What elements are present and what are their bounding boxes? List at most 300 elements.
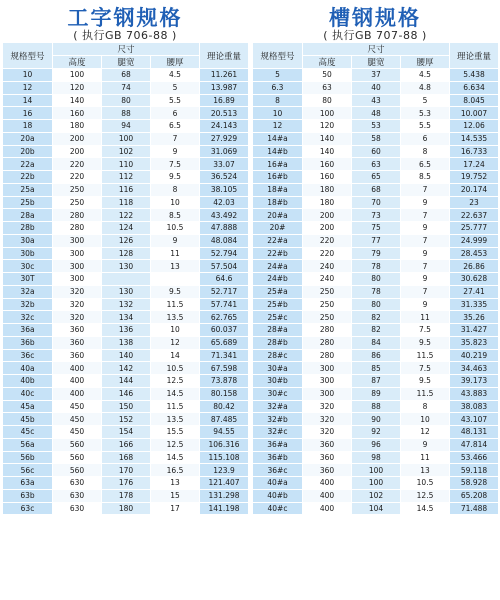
table-row — [253, 502, 499, 515]
cell-height: 320 — [53, 298, 102, 311]
cell-height: 300 — [53, 260, 102, 273]
cell-waist-thickness: 17 — [151, 502, 200, 515]
table-row — [3, 311, 249, 324]
cell-height: 220 — [53, 158, 102, 171]
cell-waist-thickness: 5 — [401, 94, 450, 107]
cell-height: 63 — [303, 81, 352, 94]
cell-height: 180 — [303, 196, 352, 209]
cell-height: 320 — [303, 400, 352, 413]
cell-model: 16#a — [253, 158, 303, 171]
cell-waist-thickness: 9 — [401, 273, 450, 286]
cell-leg-width: 166 — [102, 438, 151, 451]
cell-waist-thickness: 12.5 — [151, 438, 200, 451]
cell-leg-width: 128 — [102, 247, 151, 260]
cell-weight: 24.143 — [200, 120, 249, 133]
cell-leg-width: 144 — [102, 375, 151, 388]
table-row — [3, 489, 249, 502]
cell-weight: 31.335 — [450, 298, 499, 311]
cell-weight: 33.07 — [200, 158, 249, 171]
cell-height: 200 — [53, 132, 102, 145]
cell-waist-thickness: 11.5 — [401, 387, 450, 400]
cell-leg-width: 88 — [352, 400, 401, 413]
table-row — [3, 69, 249, 82]
cell-height: 140 — [303, 145, 352, 158]
cell-leg-width: 130 — [102, 260, 151, 273]
cell-weight: 35.26 — [450, 311, 499, 324]
table-row — [3, 375, 249, 388]
cell-waist-thickness: 7 — [401, 285, 450, 298]
table-row — [3, 145, 249, 158]
cell-height: 400 — [53, 387, 102, 400]
cell-leg-width: 77 — [352, 234, 401, 247]
cell-model: 22#a — [253, 234, 303, 247]
cell-leg-width: 79 — [352, 247, 401, 260]
cell-model: 56b — [3, 451, 53, 464]
cell-leg-width: 102 — [352, 489, 401, 502]
table-row — [3, 132, 249, 145]
cell-weight: 13.987 — [200, 81, 249, 94]
cell-weight: 48.131 — [450, 426, 499, 439]
cell-weight: 57.504 — [200, 260, 249, 273]
cell-leg-width: 68 — [102, 69, 151, 82]
cell-height: 560 — [53, 451, 102, 464]
cell-waist-thickness: 7.5 — [401, 362, 450, 375]
cell-model: 18#a — [253, 183, 303, 196]
cell-weight: 43.107 — [450, 413, 499, 426]
cell-leg-width: 65 — [352, 171, 401, 184]
cell-model: 32#a — [253, 400, 303, 413]
cell-height: 360 — [303, 464, 352, 477]
cell-waist-thickness: 13.5 — [151, 311, 200, 324]
table-row — [253, 400, 499, 413]
cell-leg-width: 100 — [352, 464, 401, 477]
cell-leg-width: 37 — [352, 69, 401, 82]
cell-leg-width: 84 — [352, 336, 401, 349]
cell-waist-thickness: 5.5 — [401, 120, 450, 133]
cell-height: 400 — [303, 502, 352, 515]
cell-weight: 14.535 — [450, 132, 499, 145]
cell-model: 12 — [3, 81, 53, 94]
table-row — [253, 349, 499, 362]
cell-leg-width: 40 — [352, 81, 401, 94]
table-row — [253, 375, 499, 388]
cell-height: 180 — [303, 183, 352, 196]
cell-height: 360 — [53, 336, 102, 349]
table-row — [253, 285, 499, 298]
cell-leg-width: 124 — [102, 222, 151, 235]
cell-leg-width: 75 — [352, 222, 401, 235]
cell-model: 63c — [3, 502, 53, 515]
cell-waist-thickness: 7 — [401, 209, 450, 222]
table-row — [3, 451, 249, 464]
cell-waist-thickness: 13.5 — [151, 413, 200, 426]
cell-waist-thickness: 11 — [401, 451, 450, 464]
cell-height: 560 — [53, 464, 102, 477]
cell-weight: 31.427 — [450, 324, 499, 337]
cell-model: 25a — [3, 183, 53, 196]
cell-leg-width: 70 — [352, 196, 401, 209]
cell-leg-width: 118 — [102, 196, 151, 209]
table-row — [3, 413, 249, 426]
cell-weight: 80.42 — [200, 400, 249, 413]
table-row — [3, 196, 249, 209]
cell-leg-width: 90 — [352, 413, 401, 426]
cell-height: 200 — [53, 145, 102, 158]
cell-height: 220 — [303, 234, 352, 247]
cell-waist-thickness: 5.5 — [151, 94, 200, 107]
table-row — [3, 387, 249, 400]
cell-weight: 27.929 — [200, 132, 249, 145]
table-row — [253, 489, 499, 502]
cell-height: 250 — [53, 183, 102, 196]
table-row — [253, 311, 499, 324]
cell-model: 28a — [3, 209, 53, 222]
cell-height: 320 — [53, 311, 102, 324]
channel-steel-standard: ( 执行GB 707-88 ) — [323, 29, 427, 42]
cell-leg-width: 154 — [102, 426, 151, 439]
cell-waist-thickness: 5.3 — [401, 107, 450, 120]
cell-height: 240 — [303, 260, 352, 273]
cell-model: 30#b — [253, 375, 303, 388]
cell-leg-width: 88 — [102, 107, 151, 120]
cell-model: 40b — [3, 375, 53, 388]
cell-weight: 60.037 — [200, 324, 249, 337]
cell-model: 20a — [3, 132, 53, 145]
table-row — [253, 132, 499, 145]
cell-model: 6.3 — [253, 81, 303, 94]
cell-height: 140 — [53, 94, 102, 107]
cell-weight: 16.733 — [450, 145, 499, 158]
cell-height: 300 — [53, 234, 102, 247]
table-row — [253, 260, 499, 273]
cell-height: 280 — [303, 336, 352, 349]
cell-waist-thickness: 6 — [401, 132, 450, 145]
table-row — [253, 426, 499, 439]
table-row — [3, 234, 249, 247]
cell-waist-thickness: 9.5 — [151, 285, 200, 298]
cell-waist-thickness: 14.5 — [151, 387, 200, 400]
col-header-weight: 理论重量 — [450, 43, 499, 69]
col-header-model: 规格型号 — [3, 43, 53, 69]
cell-weight: 36.524 — [200, 171, 249, 184]
cell-height: 400 — [53, 362, 102, 375]
cell-leg-width: 94 — [102, 120, 151, 133]
cell-leg-width: 86 — [352, 349, 401, 362]
table-row — [3, 81, 249, 94]
table-row — [253, 171, 499, 184]
cell-model: 36a — [3, 324, 53, 337]
cell-weight: 80.158 — [200, 387, 249, 400]
cell-leg-width: 100 — [352, 477, 401, 490]
cell-model: 22a — [3, 158, 53, 171]
cell-model: 32a — [3, 285, 53, 298]
cell-model: 36#c — [253, 464, 303, 477]
cell-model: 10 — [3, 69, 53, 82]
channel-steel-panel — [250, 0, 500, 600]
table-row — [253, 183, 499, 196]
cell-weight: 20.513 — [200, 107, 249, 120]
cell-weight: 10.007 — [450, 107, 499, 120]
table-row — [253, 413, 499, 426]
cell-weight: 52.794 — [200, 247, 249, 260]
cell-model: 45c — [3, 426, 53, 439]
cell-height: 360 — [53, 324, 102, 337]
cell-model: 28b — [3, 222, 53, 235]
cell-leg-width: 73 — [352, 209, 401, 222]
cell-model: 32c — [3, 311, 53, 324]
cell-height: 160 — [303, 171, 352, 184]
cell-leg-width: 176 — [102, 477, 151, 490]
cell-leg-width: 89 — [352, 387, 401, 400]
cell-weight: 11.261 — [200, 69, 249, 82]
cell-leg-width: 80 — [352, 273, 401, 286]
cell-waist-thickness: 13 — [151, 477, 200, 490]
cell-waist-thickness: 9.5 — [401, 336, 450, 349]
cell-height: 250 — [303, 311, 352, 324]
cell-waist-thickness: 5 — [151, 81, 200, 94]
cell-model: 22#b — [253, 247, 303, 260]
cell-height: 300 — [303, 362, 352, 375]
cell-waist-thickness: 10 — [401, 413, 450, 426]
cell-waist-thickness: 15 — [151, 489, 200, 502]
cell-leg-width: 92 — [352, 426, 401, 439]
cell-height: 300 — [53, 273, 102, 286]
cell-waist-thickness: 8.5 — [401, 171, 450, 184]
cell-model: 25#c — [253, 311, 303, 324]
cell-model: 40#a — [253, 477, 303, 490]
cell-waist-thickness: 13 — [401, 464, 450, 477]
cell-model: 5 — [253, 69, 303, 82]
cell-leg-width: 180 — [102, 502, 151, 515]
cell-leg-width: 102 — [102, 145, 151, 158]
cell-model: 36c — [3, 349, 53, 362]
cell-weight: 94.55 — [200, 426, 249, 439]
cell-model: 32b — [3, 298, 53, 311]
table-row — [253, 69, 499, 82]
cell-height: 220 — [53, 171, 102, 184]
cell-weight: 106.316 — [200, 438, 249, 451]
cell-waist-thickness: 10 — [151, 196, 200, 209]
cell-model: 63a — [3, 477, 53, 490]
cell-model: 25#a — [253, 285, 303, 298]
cell-leg-width: 132 — [102, 298, 151, 311]
cell-weight: 123.9 — [200, 464, 249, 477]
cell-waist-thickness: 7 — [401, 234, 450, 247]
table-row — [3, 438, 249, 451]
cell-height: 630 — [53, 489, 102, 502]
cell-waist-thickness: 12 — [401, 426, 450, 439]
cell-height: 250 — [303, 298, 352, 311]
cell-weight: 71.488 — [450, 502, 499, 515]
cell-model: 30#c — [253, 387, 303, 400]
table-row — [253, 477, 499, 490]
table-row — [3, 273, 249, 286]
cell-model: 30b — [3, 247, 53, 260]
cell-model: 20#a — [253, 209, 303, 222]
cell-weight: 30.628 — [450, 273, 499, 286]
cell-waist-thickness: 11 — [401, 311, 450, 324]
cell-weight: 87.485 — [200, 413, 249, 426]
cell-leg-width: 104 — [352, 502, 401, 515]
cell-waist-thickness: 16.5 — [151, 464, 200, 477]
cell-height: 250 — [53, 196, 102, 209]
cell-waist-thickness: 9 — [401, 222, 450, 235]
cell-height: 200 — [303, 209, 352, 222]
cell-weight: 53.466 — [450, 451, 499, 464]
cell-leg-width: 48 — [352, 107, 401, 120]
table-row — [253, 273, 499, 286]
table-row — [3, 120, 249, 133]
table-row — [253, 145, 499, 158]
table-row — [253, 94, 499, 107]
cell-waist-thickness: 12.5 — [151, 375, 200, 388]
cell-leg-width: 78 — [352, 285, 401, 298]
table-row — [253, 247, 499, 260]
cell-model: 28#c — [253, 349, 303, 362]
col-header-weight: 理论重量 — [200, 43, 249, 69]
table-row — [3, 298, 249, 311]
cell-waist-thickness: 12.5 — [401, 489, 450, 502]
cell-model: 45a — [3, 400, 53, 413]
cell-model: 25#b — [253, 298, 303, 311]
table-row — [253, 158, 499, 171]
cell-weight: 43.492 — [200, 209, 249, 222]
cell-height: 360 — [53, 349, 102, 362]
cell-height: 360 — [303, 438, 352, 451]
cell-leg-width: 122 — [102, 209, 151, 222]
cell-weight: 65.208 — [450, 489, 499, 502]
cell-height: 100 — [53, 69, 102, 82]
cell-waist-thickness: 11.5 — [401, 349, 450, 362]
cell-height: 220 — [303, 247, 352, 260]
cell-model: 40c — [3, 387, 53, 400]
table-row — [253, 324, 499, 337]
cell-waist-thickness: 8 — [401, 400, 450, 413]
cell-height: 120 — [303, 120, 352, 133]
cell-model: 10 — [253, 107, 303, 120]
cell-leg-width: 136 — [102, 324, 151, 337]
cell-weight: 38.083 — [450, 400, 499, 413]
cell-height: 450 — [53, 400, 102, 413]
cell-weight: 35.823 — [450, 336, 499, 349]
table-row — [3, 324, 249, 337]
cell-weight: 34.463 — [450, 362, 499, 375]
table-row — [253, 387, 499, 400]
table-row — [3, 426, 249, 439]
col-header-height: 高度 — [303, 56, 352, 69]
cell-height: 140 — [303, 132, 352, 145]
cell-weight: 115.108 — [200, 451, 249, 464]
col-header-size: 尺寸 — [303, 43, 450, 56]
cell-leg-width: 112 — [102, 171, 151, 184]
cell-weight: 16.89 — [200, 94, 249, 107]
col-header-waist-thickness: 腰厚 — [151, 56, 200, 69]
table-row — [3, 362, 249, 375]
cell-weight: 121.407 — [200, 477, 249, 490]
cell-model: 32#c — [253, 426, 303, 439]
cell-weight: 39.173 — [450, 375, 499, 388]
cell-waist-thickness: 9 — [401, 247, 450, 260]
cell-waist-thickness: 14.5 — [401, 502, 450, 515]
cell-waist-thickness: 7 — [151, 132, 200, 145]
cell-leg-width: 170 — [102, 464, 151, 477]
cell-model: 24#a — [253, 260, 303, 273]
cell-height: 300 — [53, 247, 102, 260]
cell-weight: 22.637 — [450, 209, 499, 222]
cell-model: 36#b — [253, 451, 303, 464]
cell-leg-width: 134 — [102, 311, 151, 324]
cell-weight: 31.069 — [200, 145, 249, 158]
cell-waist-thickness: 9 — [151, 234, 200, 247]
cell-model: 12 — [253, 120, 303, 133]
cell-leg-width: 74 — [102, 81, 151, 94]
cell-weight: 25.777 — [450, 222, 499, 235]
cell-waist-thickness: 4.8 — [401, 81, 450, 94]
cell-waist-thickness: 15.5 — [151, 426, 200, 439]
cell-model: 20# — [253, 222, 303, 235]
cell-waist-thickness — [151, 273, 200, 286]
table-row — [3, 171, 249, 184]
cell-waist-thickness: 7.5 — [401, 324, 450, 337]
table-row — [3, 502, 249, 515]
cell-model: 63b — [3, 489, 53, 502]
cell-waist-thickness: 7 — [401, 183, 450, 196]
table-row — [3, 247, 249, 260]
cell-leg-width: 96 — [352, 438, 401, 451]
cell-height: 50 — [303, 69, 352, 82]
cell-leg-width: 152 — [102, 413, 151, 426]
table-row — [3, 400, 249, 413]
channel-steel-title: 槽钢规格 — [329, 6, 421, 30]
cell-model: 56a — [3, 438, 53, 451]
cell-leg-width: 68 — [352, 183, 401, 196]
cell-weight: 38.105 — [200, 183, 249, 196]
cell-waist-thickness: 10.5 — [151, 222, 200, 235]
cell-waist-thickness: 7.5 — [151, 158, 200, 171]
cell-leg-width: 126 — [102, 234, 151, 247]
cell-weight: 59.118 — [450, 464, 499, 477]
col-header-size: 尺寸 — [53, 43, 200, 56]
cell-leg-width: 82 — [352, 311, 401, 324]
cell-waist-thickness: 11 — [151, 247, 200, 260]
cell-weight: 5.438 — [450, 69, 499, 82]
table-row — [3, 107, 249, 120]
cell-model: 20b — [3, 145, 53, 158]
table-row — [3, 260, 249, 273]
cell-leg-width: 168 — [102, 451, 151, 464]
cell-model: 45b — [3, 413, 53, 426]
cell-height: 280 — [53, 222, 102, 235]
cell-waist-thickness: 6 — [151, 107, 200, 120]
col-header-waist-thickness: 腰厚 — [401, 56, 450, 69]
i-beam-standard: ( 执行GB 706-88 ) — [73, 29, 177, 42]
i-beam-title: 工字钢规格 — [67, 6, 183, 30]
cell-model: 56c — [3, 464, 53, 477]
cell-leg-width: 178 — [102, 489, 151, 502]
cell-weight: 6.634 — [450, 81, 499, 94]
table-row — [253, 234, 499, 247]
cell-waist-thickness: 9.5 — [151, 171, 200, 184]
table-row — [253, 196, 499, 209]
table-row — [253, 120, 499, 133]
cell-waist-thickness: 8.5 — [151, 209, 200, 222]
cell-height: 320 — [303, 426, 352, 439]
cell-model: 30#a — [253, 362, 303, 375]
table-row — [253, 451, 499, 464]
cell-model: 40a — [3, 362, 53, 375]
cell-weight: 17.24 — [450, 158, 499, 171]
cell-weight: 47.888 — [200, 222, 249, 235]
